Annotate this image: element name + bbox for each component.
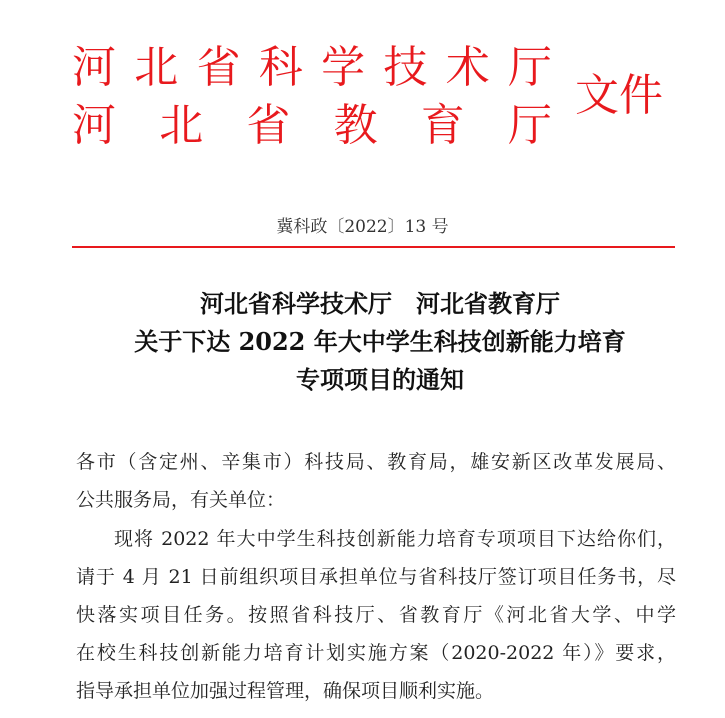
paragraph-line: 现将 2022 年大中学生科技创新能力培育专项项目下达给你们， [114, 528, 676, 550]
issuer-char: 省 [196, 42, 241, 93]
addressee-line: 公共服务局，有关单位： [76, 489, 286, 511]
issuer-char: 科 [258, 42, 303, 93]
document-number: 冀科政〔2022〕13 号 [276, 217, 449, 237]
issuer-line-1 [72, 42, 552, 94]
paragraph-line: 指导承担单位加强过程管理，确保项目顺利实施。 [76, 680, 495, 702]
issuer-char: 北 [134, 42, 179, 93]
title-line-2: 关于下达 2022 年大中学生科技创新能力培育 [134, 327, 626, 356]
paragraph-line: 在校生科技创新能力培育计划实施方案（2020-2022 年）》要求， [76, 642, 676, 664]
addressee-line: 各市（含定州、辛集市）科技局、教育局，雄安新区改革发展局、 [76, 451, 676, 473]
paragraph-line: 快落实项目任务。按照省科技厅、省教育厅《河北省大学、中学 [76, 604, 676, 626]
document-suffix: 文件 [575, 70, 663, 121]
issuer-line-2 [72, 100, 552, 152]
issuer-char: 术 [445, 42, 490, 93]
issuer-char: 厅 [507, 100, 552, 151]
issuer-char: 学 [321, 42, 366, 93]
issuer-char: 北 [159, 100, 204, 151]
body-paragraph [76, 520, 676, 710]
issuer-char: 河 [72, 42, 116, 93]
issuer-char: 技 [383, 42, 428, 93]
issuer-char: 厅 [507, 42, 552, 93]
title-line-3: 专项项目的通知 [296, 365, 464, 394]
title-line-1: 河北省科学技术厅 河北省教育厅 [200, 289, 560, 318]
red-divider [72, 246, 675, 248]
issuer-char: 育 [420, 100, 465, 151]
addressee [76, 443, 676, 519]
issuer-char: 教 [333, 100, 378, 151]
paragraph-line: 请于 4 月 21 日前组织项目承担单位与省科技厅签订项目任务书，尽 [76, 566, 676, 588]
issuer-char: 河 [72, 100, 116, 151]
issuer-char: 省 [246, 100, 291, 151]
